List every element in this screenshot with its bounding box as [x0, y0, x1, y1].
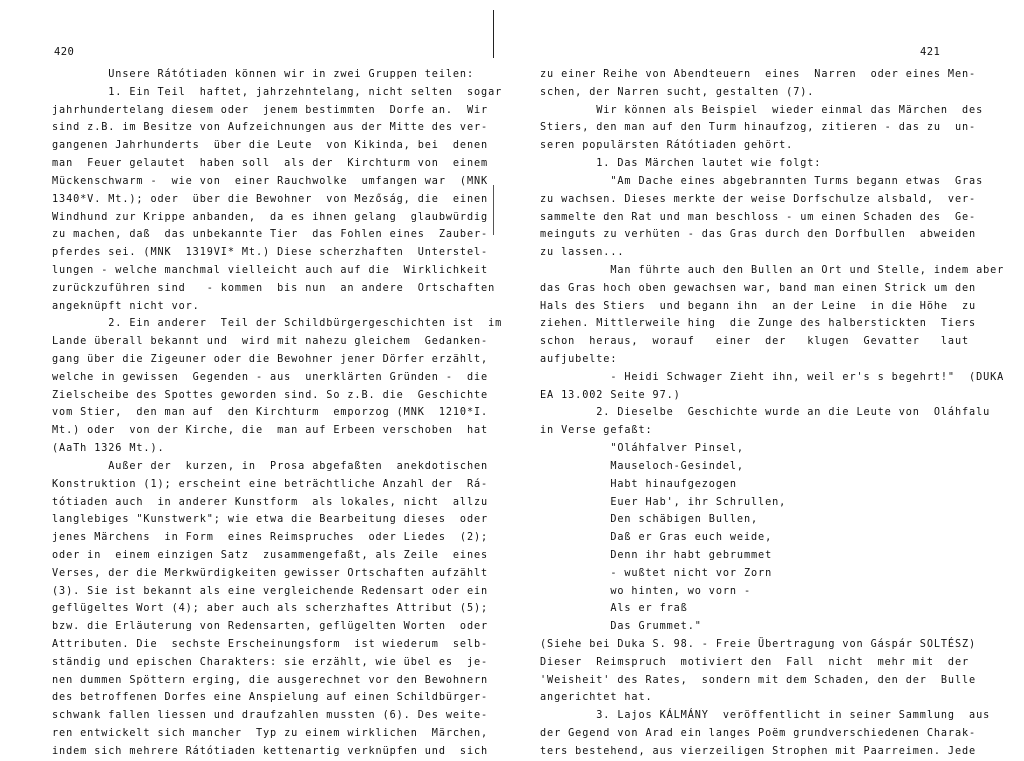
text-line: Außer der kurzen, in Prosa abgefaßten anekdotischen [52, 460, 489, 472]
text-line: Zielscheibe des Spottes geworden sind. So z.B. die Geschichte [52, 389, 489, 401]
text-line: indem sich mehrere Rátótiaden kettenartig verknüpfen und sich [52, 745, 489, 757]
text-line: angeknüpft nicht vor. [52, 300, 200, 312]
text-line: EA 13.002 Seite 97.) [540, 389, 681, 401]
text-line: ständig und epischen Charakters: sie erzählt, wie übel es je- [52, 656, 489, 668]
text-line: Attributen. Die sechste Erscheinungsform ist wiederum selb- [52, 639, 489, 650]
text-line: Man führte auch den Bullen an Ort und Stelle, indem aber [540, 264, 1005, 276]
text-line: (Siehe bei Duka S. 98. - Freie Übertragung von Gáspár SOLTÉSZ) [540, 639, 977, 650]
text-line: geflügeltes Wort (4); aber auch als scherzhaftes Attribut (5); [52, 603, 489, 615]
text-line: Das Grummet." [540, 621, 702, 633]
text-line: tótiaden auch in anderer Kunstform als lokales, nicht allzu [52, 496, 489, 508]
text-line: jenes Märchens in Form eines Reimspruches oder Liedes (2); [52, 532, 489, 544]
gutter-line [493, 185, 494, 235]
text-line: Dieser Reimspruch motiviert den Fall nicht mehr mit der [540, 656, 970, 668]
text-line: zu wachsen. Dieses merkte der weise Dorfschulze alsbald, ver- [540, 193, 977, 205]
text-line: meinguts zu verhüten - das Gras durch den Dorfbullen abweiden [540, 229, 977, 241]
text-line: Konstruktion (1); erscheint eine beträchtliche Anzahl der Rá- [52, 478, 489, 490]
text-line: 2. Ein anderer Teil der Schildbürgergeschichten ist im [52, 318, 503, 330]
text-line: "Oláhfalver Pinsel, [540, 443, 744, 455]
text-line: zu einer Reihe von Abendteuern eines Narren oder eines Men- [540, 69, 977, 80]
text-line: 1. Das Märchen lautet wie folgt: [540, 158, 822, 170]
text-line: Daß er Gras euch weide, [540, 532, 773, 544]
text-line: Mauseloch-Gesindel, [540, 460, 744, 472]
page-number: 421 [920, 46, 941, 58]
text-line: angerichtet hat. [540, 692, 653, 704]
text-line: Unsere Rátótiaden können wir in zwei Gruppen teilen: [52, 69, 475, 80]
text-line: vom Stier, den man auf den Kirchturm emporzog (MNK 1210*I. [52, 407, 489, 419]
text-line: Denn ihr habt gebrummet [540, 549, 773, 561]
text-line: Den schäbigen Bullen, [540, 514, 759, 526]
page-number: 420 [54, 46, 75, 58]
left-page [0, 0, 503, 757]
text-line: wo hinten, wo vorn - [540, 585, 752, 597]
text-line: langlebiges "Kunstwerk"; wie etwa die Bearbeitung dieses oder [52, 514, 489, 526]
text-line: bzw. die Erläuterung von Redensarten, geflügelten Worten oder [52, 621, 489, 633]
text-line: Stiers, den man auf den Turm hinaufzog, zitieren - das zu un- [540, 122, 977, 134]
text-line: (AaTh 1326 Mt.). [52, 443, 165, 455]
text-line: ziehen. Mittlerweile hing die Zunge des halberstickten Tiers [540, 318, 977, 330]
text-line: zu machen, daß das unbekannte Tier das Fohlen eines Zauber- [52, 229, 489, 241]
text-line: sind z.B. im Besitze von Aufzeichnungen aus der Mitte des ver- [52, 122, 489, 134]
text-line: Lande überall bekannt und wird mit nahezu gleichem Gedanken- [52, 336, 489, 348]
text-line: in Verse gefaßt: [540, 425, 653, 437]
text-line: 3. Lajos KÁLMÁNY veröffentlicht in seiner Sammlung aus [540, 710, 991, 722]
text-line: 1. Ein Teil haftet, jahrzehntelang, nicht selten sogar [52, 86, 503, 98]
text-line: Windhund zur Krippe anbanden, da es ihnen gelang glaubwürdig [52, 211, 489, 223]
text-line: Mückenschwarm - wie von einer Rauchwolke umfangen war (MNK [52, 175, 489, 187]
text-line: "Am Dache eines abgebrannten Turms begann etwas Gras [540, 175, 984, 187]
text-line: - Heidi Schwager Zieht ihn, weil er's s begehrt!" (DUKA [540, 371, 1005, 383]
text-line: schwank fallen liessen und draufzahlen mussten (6). Des weite- [52, 710, 489, 722]
text-line: lungen - welche manchmal vielleicht auch auf die Wirklichkeit [52, 264, 489, 276]
text-line: schon heraus, worauf einer der klugen Gevatter laut [540, 336, 970, 348]
text-line: oder in einem einzigen Satz zusammengefaßt, als Zeile eines [52, 549, 489, 561]
text-line: 'Weisheit' des Rates, sondern mit dem Schaden, den der Bulle [540, 674, 977, 686]
text-line: Habt hinaufgezogen [540, 478, 737, 490]
text-line: 1340*V. Mt.); oder über die Bewohner von Mezőság, die einen [52, 193, 489, 205]
text-line: Euer Hab', ihr Schrullen, [540, 496, 787, 508]
text-line: Wir können als Beispiel wieder einmal das Märchen des [540, 104, 984, 116]
text-line: (3). Sie ist bekannt als eine vergleichende Redensart oder ein [52, 585, 489, 597]
gutter-line [493, 10, 494, 58]
left-text-column [52, 66, 503, 761]
text-line: - wußtet nicht vor Zorn [540, 567, 773, 579]
text-line: nen dummen Spöttern erging, die ausgerechnet vor den Bewohnern [52, 674, 489, 686]
text-line: des betroffenen Dorfes eine Anspielung auf einen Schildbürger- [52, 692, 489, 704]
text-line: gang über die Zigeuner oder die Bewohner jener Dörfer erzählt, [52, 354, 489, 365]
text-line: zurückzuführen sind - kommen bis nun an andere Ortschaften [52, 282, 496, 294]
right-text-column [540, 66, 1020, 761]
text-line: man Feuer gelautet haben soll als der Kirchturm von einem [52, 158, 489, 170]
text-line: pferdes sei. (MNK 1319VI* Mt.) Diese scherzhaften Unterstel- [52, 247, 489, 259]
text-line: welche in gewissen Gegenden - aus unerklärten Gründen - die [52, 371, 489, 383]
text-line: gangenen Jahrhunderts über die Leute von Kikinda, bei denen [52, 140, 489, 152]
text-line: schen, der Narren sucht, gestalten (7). [540, 86, 815, 98]
text-line: Verses, der die Merkwürdigkeiten gewisser Ortschaften aufzählt [52, 567, 489, 579]
text-line: ters bestehend, aus vierzeiligen Strophen mit Paarreimen. Jede [540, 745, 977, 757]
text-line: das Gras hoch oben gewachsen war, band man einen Strick um den [540, 282, 977, 294]
text-line: ren entwickelt sich mancher Typ zu einem wirklichen Märchen, [52, 728, 489, 740]
text-line: Hals des Stiers und begann ihn an der Leine in die Höhe zu [540, 300, 977, 312]
text-line: der Gegend von Arad ein langes Poëm grundverschiedenen Charak- [540, 728, 977, 740]
text-line: Mt.) oder von der Kirche, die man auf Erbeen verschoben hat [52, 425, 489, 437]
text-line: aufjubelte: [540, 354, 618, 365]
right-page [512, 0, 1024, 757]
text-line: zu lassen... [540, 247, 625, 259]
text-line: seren populärsten Rátótiaden gehört. [540, 140, 794, 152]
text-line: 2. Dieselbe Geschichte wurde an die Leute von Oláhfalu [540, 407, 991, 419]
text-line: sammelte den Rat und man beschloss - um einen Schaden des Ge- [540, 211, 977, 223]
text-line: Als er fraß [540, 603, 688, 615]
text-line: jahrhundertelang diesem oder jenem bestimmten Dorfe an. Wir [52, 104, 489, 116]
